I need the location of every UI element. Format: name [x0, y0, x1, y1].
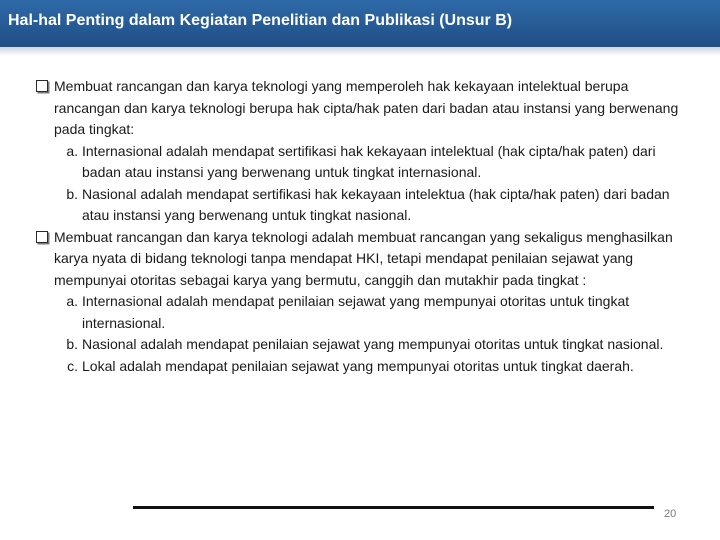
slide-content [36, 76, 686, 377]
list-item-text: Nasional adalah mendapat penilaian sejawat yang mempunyai otoritas untuk tingkat nasional. [82, 336, 664, 352]
list-item-text: Lokal adalah mendapat penilaian sejawat yang mempunyai otoritas untuk tingkat daerah. [82, 357, 634, 374]
checkbox-bullet-icon [36, 80, 48, 92]
list-marker: a. [66, 142, 78, 159]
list-item [54, 184, 686, 227]
checkbox-bullet-icon [36, 231, 48, 243]
bullet-non-hki [36, 227, 686, 292]
list-item [54, 141, 686, 184]
bullet-text: Membuat rancangan dan karya teknologi adalah membuat rancangan yang sekaligus menghasilkan karya nyata di bidang teknologi tanpa mendapat HKI, tetapi mendapat penilaian sejawat yang mempunyai otoritas sebagai karya yang bermutu, canggih dan mutakhir pada tingkat : [54, 228, 673, 288]
list-marker: c. [67, 357, 78, 374]
list-item-text: Internasional adalah mendapat sertifikasi hak kekayaan intelektual (hak cipta/hak paten) dari badan atau instansi yang berwenang untuk tingkat internasional. [82, 142, 656, 180]
title-bar [0, 0, 720, 47]
title-shadow [0, 46, 720, 56]
page-number: 20 [664, 508, 677, 520]
list-item-text: Nasional adalah mendapat sertifikasi hak kekayaan intelektua (hak cipta/hak paten) dari badan atau instansi yang berwenang untuk tingkat nasional. [82, 185, 670, 223]
list-item [54, 356, 686, 378]
page-title: Hal-hal Penting dalam Kegiatan Penelitian dan Publikasi (Unsur B) [8, 12, 513, 29]
list-item-text: Internasional adalah mendapat penilaian sejawat yang mempunyai otoritas untuk tingkat internasional. [82, 293, 630, 331]
list-item [54, 291, 686, 334]
list-marker: b. [66, 336, 78, 352]
bullet-hki [36, 76, 686, 141]
list-marker: b. [66, 185, 78, 202]
footer-divider [133, 506, 654, 509]
bullet-text: Membuat rancangan dan karya teknologi yang memperoleh hak kekayaan intelektual berupa rancangan dan karya teknologi berupa hak cipta/hak paten dari badan atau instansi yang berwenang pada tingkat: [54, 78, 679, 137]
list-item [54, 334, 686, 356]
list-marker: a. [66, 293, 78, 309]
